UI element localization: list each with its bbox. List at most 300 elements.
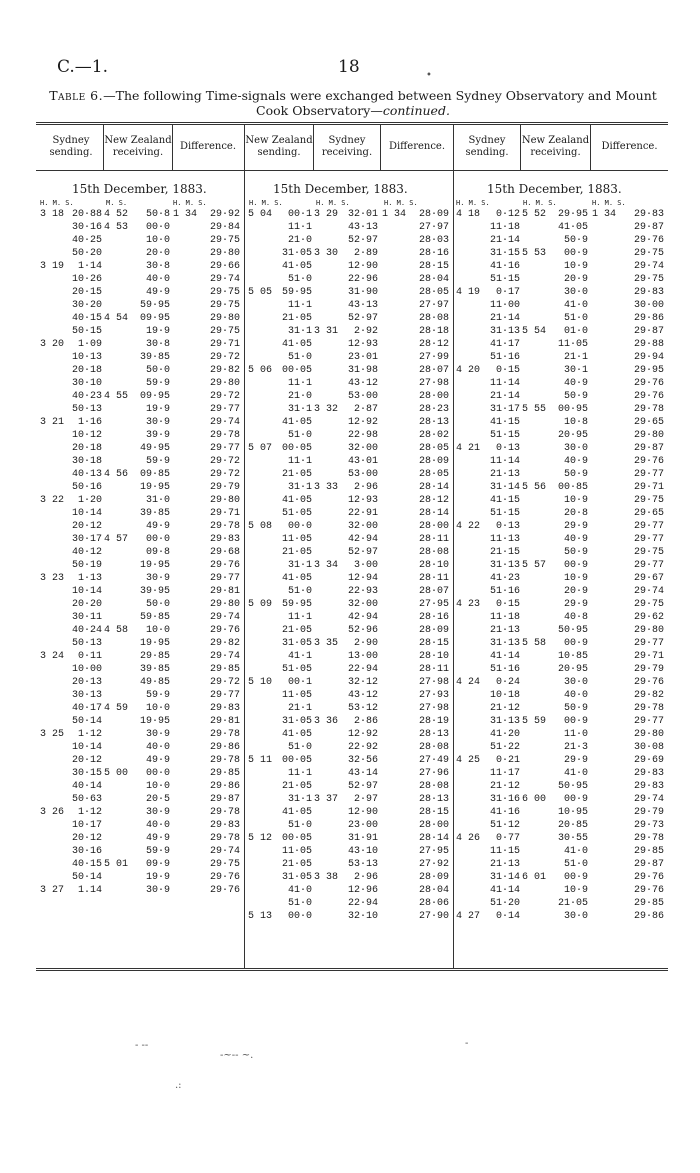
table-cell: 20·9	[563, 274, 588, 285]
table-cell	[104, 234, 128, 247]
table-cell: 50·13	[71, 404, 102, 415]
table-cell: 31·17	[489, 404, 520, 415]
table-cell: 3 19	[40, 261, 65, 272]
table-cell	[104, 728, 128, 741]
table-cell: 51·0	[287, 742, 312, 753]
table-cell	[456, 299, 480, 312]
col-nz-receiving: New Zealand receiving.	[521, 135, 590, 158]
table-cell: 41·16	[489, 261, 520, 272]
table-cell: 10·0	[145, 781, 170, 792]
table-cell: 51·0	[287, 430, 312, 441]
table-cell: 50·9	[563, 703, 588, 714]
table-cell: 29·71	[633, 651, 664, 662]
table-cell	[522, 858, 546, 871]
table-cell	[456, 351, 480, 364]
table-cell: 28·15	[418, 638, 449, 649]
table-cell: 21·05	[281, 313, 312, 324]
table-cell	[314, 650, 338, 663]
table-cell: 11·00	[489, 300, 520, 311]
table-cell	[456, 806, 480, 819]
table-cell: 40·9	[563, 456, 588, 467]
table-cell: 09·85	[139, 469, 170, 480]
table-cell: 10·9	[563, 885, 588, 896]
table-cell	[314, 416, 338, 429]
table-cell: 50·9	[563, 235, 588, 246]
table-cell	[104, 416, 128, 429]
table-cell: 27·98	[418, 677, 449, 688]
table-cell	[104, 286, 128, 299]
col-difference: Difference.	[601, 141, 658, 152]
table-cell	[104, 754, 128, 767]
col-sydney-receiving: Sydney receiving.	[321, 135, 373, 158]
col-recv-hm	[522, 208, 546, 923]
table-cell: 29·74	[209, 417, 240, 428]
table-cell: 29·87	[633, 222, 664, 233]
table-cell: 21·05	[281, 547, 312, 558]
units-label: H. M. S.	[173, 199, 207, 207]
table-cell: 50·9	[563, 391, 588, 402]
table-cell: 31·16	[489, 794, 520, 805]
table-cell: 0·77	[495, 833, 520, 844]
table-cell: 3 21	[40, 417, 65, 428]
table-cell: 5 13	[248, 911, 273, 922]
table-cell: 29·77	[633, 716, 664, 727]
table-cell	[522, 676, 546, 689]
table-cell	[104, 819, 128, 832]
table-cell	[522, 507, 546, 520]
table-cell	[456, 312, 480, 325]
table-cell: 39·85	[139, 508, 170, 519]
table-cell: 10·00	[71, 664, 102, 675]
table-cell: 43·12	[347, 690, 378, 701]
table-cell: 5 54	[522, 326, 547, 337]
table-cell: 29·95	[633, 365, 664, 376]
table-cell: 49·9	[145, 521, 170, 532]
table-cell	[104, 871, 128, 884]
table-cell: 30·11	[71, 612, 102, 623]
table-cell: 4 24	[456, 677, 481, 688]
table-cell: 29·82	[209, 365, 240, 376]
table-cell: 29·86	[209, 781, 240, 792]
table-cell: 00·1	[287, 209, 312, 220]
table-cell: 5 10	[248, 677, 273, 688]
table-cell	[104, 325, 128, 338]
table-cell: 32·01	[347, 209, 378, 220]
table-cell: 59·95	[139, 300, 170, 311]
table-cell	[104, 780, 128, 793]
table-cell: 4 20	[456, 365, 481, 376]
table-cell: 5 06	[248, 365, 273, 376]
table-cell: 31·05	[281, 716, 312, 727]
table-cell: 20·15	[71, 287, 102, 298]
table-cell: 29·76	[633, 677, 664, 688]
table-cell: 28·08	[418, 781, 449, 792]
table-cell: 29·78	[209, 807, 240, 818]
col-seconds	[478, 208, 520, 923]
table-cell: 28·12	[418, 495, 449, 506]
table-cell: 28·04	[418, 885, 449, 896]
table-cell: 1·12	[77, 729, 102, 740]
table-cell: 29·71	[209, 339, 240, 350]
table-cell: 40·23	[71, 391, 102, 402]
table-cell: 00·0	[287, 911, 312, 922]
table-cell: 30·9	[145, 573, 170, 584]
table-cell: 10·9	[563, 573, 588, 584]
table-cell	[314, 858, 338, 871]
table-cell: 27·97	[418, 222, 449, 233]
table-cell	[104, 806, 128, 819]
table-cell: 28·10	[418, 651, 449, 662]
table-cell: 31·13	[489, 716, 520, 727]
table-cell: 1·12	[77, 807, 102, 818]
table-cell: 22·98	[347, 430, 378, 441]
table-cell	[104, 741, 128, 754]
table-cell	[456, 780, 480, 793]
table-cell: 27·97	[418, 300, 449, 311]
table-cell: 50·20	[71, 248, 102, 259]
table-cell: 00·05	[281, 755, 312, 766]
table-cell: 50·14	[71, 872, 102, 883]
table-cell: 31·1	[287, 326, 312, 337]
table-cell: 29·9	[563, 599, 588, 610]
table-cell: 29·76	[209, 625, 240, 636]
table-cell	[456, 390, 480, 403]
table-cell	[456, 728, 480, 741]
block-divider	[244, 124, 245, 968]
table-cell: 32·12	[347, 677, 378, 688]
table-cell: 50·9	[563, 469, 588, 480]
table-cell	[314, 585, 338, 598]
table-cell: 11·05	[281, 534, 312, 545]
table-cell: 40·25	[71, 235, 102, 246]
table-cell	[522, 221, 546, 234]
table-cell	[314, 455, 338, 468]
table-cell: 3 29	[314, 209, 339, 220]
table-cell: 59·9	[145, 846, 170, 857]
table-cell: 51·05	[281, 508, 312, 519]
table-cell: 50·95	[557, 781, 588, 792]
table-cell: 0·11	[77, 651, 102, 662]
table-cell: 29·83	[209, 534, 240, 545]
table-cell	[104, 598, 128, 611]
table-cell: 28·13	[418, 729, 449, 740]
table-cell: 41·05	[557, 222, 588, 233]
scan-speck: -~-- ~.	[220, 1050, 254, 1061]
table-cell	[456, 585, 480, 598]
table-cell	[104, 247, 128, 260]
col-recv-hm	[314, 208, 338, 923]
table-cell: 3 34	[314, 560, 339, 571]
table-cell: 49·85	[139, 677, 170, 688]
table-cell: 29·68	[209, 547, 240, 558]
table-cell: 39·85	[139, 352, 170, 363]
table-cell: 10·26	[71, 274, 102, 285]
table-cell	[456, 247, 480, 260]
table-cell	[456, 572, 480, 585]
table-cell	[456, 871, 480, 884]
table-cell: 21·13	[489, 859, 520, 870]
table-cell	[522, 364, 546, 377]
table-cell: 28·02	[418, 430, 449, 441]
table-cell: 41·14	[489, 885, 520, 896]
table-cell: 0·13	[495, 443, 520, 454]
table-cell: 29·72	[209, 456, 240, 467]
table-cell: 23·01	[347, 352, 378, 363]
table-cell: 29·78	[209, 833, 240, 844]
table-cell	[314, 234, 338, 247]
table-cell: 28·15	[418, 261, 449, 272]
table-cell	[314, 676, 338, 689]
date-heading: 15th December, 1883.	[273, 182, 408, 196]
table-cell: 11·13	[489, 534, 520, 545]
table-cell: 30·9	[145, 885, 170, 896]
table-cell: 42·94	[347, 534, 378, 545]
table-cell: 28·09	[418, 625, 449, 636]
table-cell: 1.14	[77, 885, 102, 896]
table-cell: 12·92	[347, 729, 378, 740]
table-cell: 0·13	[495, 521, 520, 532]
table-cell: 49·95	[139, 443, 170, 454]
table-cell	[522, 442, 546, 455]
table-cell	[456, 624, 480, 637]
table-cell: 22·92	[347, 742, 378, 753]
table-cell	[456, 819, 480, 832]
table-cell: 29·87	[209, 794, 240, 805]
table-cell: 29·80	[209, 599, 240, 610]
table-cell: 5 08	[248, 521, 273, 532]
table-cell: 29·81	[209, 586, 240, 597]
table-cell: 31·1	[287, 482, 312, 493]
table-cell: 40·12	[71, 547, 102, 558]
col-diff-hm	[382, 208, 406, 221]
table-cell: 52·96	[347, 625, 378, 636]
table-cell: 30·0	[563, 911, 588, 922]
table-cell: 40·0	[145, 742, 170, 753]
scan-speck: .:	[175, 1080, 182, 1091]
table-cell: 20·9	[563, 586, 588, 597]
table-cell: 29·80	[209, 313, 240, 324]
units-label: M. S.	[106, 199, 128, 207]
table-cell: 28·08	[418, 313, 449, 324]
table-cell	[104, 546, 128, 559]
table-cell: 0·12	[495, 209, 520, 220]
table-cell: 30·55	[557, 833, 588, 844]
table-cell: 3 24	[40, 651, 65, 662]
table-cell: 41·05	[281, 495, 312, 506]
table-cell: 29·77	[633, 521, 664, 532]
table-cell: 3 18	[40, 209, 65, 220]
table-cell: 49·9	[145, 287, 170, 298]
table-cell: 21·1	[287, 703, 312, 714]
table-cell	[314, 832, 338, 845]
table-cell	[314, 351, 338, 364]
table-cell: 51·15	[489, 274, 520, 285]
table-cell: 32·10	[347, 911, 378, 922]
table-cell: 31·0	[145, 495, 170, 506]
table-cell: 28·00	[418, 391, 449, 402]
table-cell: 29·74	[209, 612, 240, 623]
table-cell: 00·9	[563, 638, 588, 649]
table-cell: 00·0	[287, 521, 312, 532]
table-cell	[522, 624, 546, 637]
table-cell: 29·65	[633, 417, 664, 428]
table-cell: 28·11	[418, 664, 449, 675]
table-cell: 00·0	[145, 768, 170, 779]
table-cell: 21·3	[563, 742, 588, 753]
table-cell: 43·14	[347, 768, 378, 779]
table-cell: 21·1	[563, 352, 588, 363]
table-cell: 4 59	[104, 703, 129, 714]
table-cell	[456, 468, 480, 481]
table-cell: 1·14	[77, 261, 102, 272]
table-cell: 09·8	[145, 547, 170, 558]
table-cell: 32·00	[347, 599, 378, 610]
table-cell: 4 19	[456, 287, 481, 298]
table-cell: 50·13	[71, 638, 102, 649]
table-cell: 21·0	[287, 391, 312, 402]
table-cell: 29·74	[633, 794, 664, 805]
table-cell: 20·85	[557, 820, 588, 831]
table-cell	[522, 832, 546, 845]
table-cell: 10·0	[145, 703, 170, 714]
table-cell: 29·76	[633, 456, 664, 467]
table-cell	[104, 832, 128, 845]
table-cell: 19·95	[139, 716, 170, 727]
table-cell: 20·95	[557, 430, 588, 441]
table-cell: 0·24	[495, 677, 520, 688]
table-cell: 29·77	[209, 573, 240, 584]
table-cell	[522, 351, 546, 364]
table-cell: 29·9	[563, 521, 588, 532]
table-cell: 51·0	[287, 352, 312, 363]
table-cell: 30·0	[563, 287, 588, 298]
table-cell: 41·23	[489, 573, 520, 584]
table-cell: 40·0	[145, 274, 170, 285]
table-cell: 41·05	[281, 573, 312, 584]
table-cell	[314, 884, 338, 897]
head-rule	[36, 170, 668, 171]
table-cell: 09·95	[139, 313, 170, 324]
table-cell: 01·0	[563, 326, 588, 337]
table-cell: 2·87	[353, 404, 378, 415]
table-cell: 31·05	[281, 638, 312, 649]
table-cell: 29·77	[209, 404, 240, 415]
table-cell: 29·74	[633, 261, 664, 272]
table-cell: 29·87	[633, 859, 664, 870]
table-cell: 27·92	[418, 859, 449, 870]
table-cell	[456, 481, 480, 494]
table-cell: 00·9	[563, 716, 588, 727]
table-cell: 51·20	[489, 898, 520, 909]
col-difference: Difference.	[179, 141, 237, 152]
table-cell: 42·94	[347, 612, 378, 623]
table-cell: 19·9	[145, 872, 170, 883]
table-cell	[522, 416, 546, 429]
table-cell: 29·77	[633, 560, 664, 571]
table-cell: 22·94	[347, 664, 378, 675]
table-cell	[456, 533, 480, 546]
table-cell: 4 25	[456, 755, 481, 766]
table-cell	[314, 429, 338, 442]
table-cell	[314, 897, 338, 910]
table-cell: 5 55	[522, 404, 547, 415]
table-cell: 10·17	[71, 820, 102, 831]
table-cell	[522, 650, 546, 663]
col-recv-s	[130, 208, 170, 897]
table-cell: 1·13	[77, 573, 102, 584]
table-cell: 28·10	[418, 560, 449, 571]
table-cell: 29·86	[633, 313, 664, 324]
table-cell	[522, 767, 546, 780]
table-cell: 31·1	[287, 560, 312, 571]
table-cell: 29·75	[209, 859, 240, 870]
table-cell	[456, 403, 480, 416]
table-cell	[104, 676, 128, 689]
units-label: H. M. S.	[523, 199, 557, 207]
table-cell: 20·18	[71, 443, 102, 454]
table-cell	[522, 572, 546, 585]
table-cell	[314, 702, 338, 715]
table-cell: 29·74	[209, 651, 240, 662]
table-cell: 41·05	[281, 339, 312, 350]
table-cell: 29·77	[633, 469, 664, 480]
table-cell: 29·80	[633, 625, 664, 636]
table-cell: 13·00	[347, 651, 378, 662]
table-cell: 30·8	[145, 261, 170, 272]
table-cell: 21·05	[281, 781, 312, 792]
table-cell	[522, 884, 546, 897]
table-cell	[314, 364, 338, 377]
table-cell: 29·72	[209, 677, 240, 688]
col-seconds	[268, 208, 312, 923]
caption-suffix: continued.	[382, 103, 450, 118]
table-cell: 41·0	[563, 768, 588, 779]
table-cell	[522, 494, 546, 507]
table-cell	[314, 442, 338, 455]
table-cell: 29·80	[209, 248, 240, 259]
table-cell: 12·90	[347, 807, 378, 818]
table-cell: 29·78	[633, 703, 664, 714]
table-cell	[456, 767, 480, 780]
table-cell: 51·0	[563, 313, 588, 324]
table-label: Table 6.	[49, 88, 104, 103]
table-cell: 20·18	[71, 365, 102, 376]
table-cell: 29·84	[209, 222, 240, 233]
table-cell: 53·13	[347, 859, 378, 870]
table-cell: 59·95	[281, 287, 312, 298]
table-cell: 11·14	[489, 456, 520, 467]
table-cell: 29·86	[209, 742, 240, 753]
col-recv-hm	[104, 208, 128, 897]
table-cell: 12·93	[347, 339, 378, 350]
table-cell: 4 57	[104, 534, 129, 545]
table-cell: 29·83	[633, 287, 664, 298]
table-cell	[522, 780, 546, 793]
table-cell: 30·9	[145, 807, 170, 818]
table-cell	[456, 507, 480, 520]
table-cell: 41·05	[281, 417, 312, 428]
page-number: 18	[338, 57, 360, 77]
table-cell: 3 27	[40, 885, 65, 896]
table-cell	[456, 858, 480, 871]
table-cell: 41·20	[489, 729, 520, 740]
table-cell: 27·98	[418, 703, 449, 714]
table-cell: 53·00	[347, 391, 378, 402]
table-cell: 53·00	[347, 469, 378, 480]
table-cell: 32·00	[347, 443, 378, 454]
table-cell: 29·69	[633, 755, 664, 766]
table-cell: 28·11	[418, 534, 449, 545]
